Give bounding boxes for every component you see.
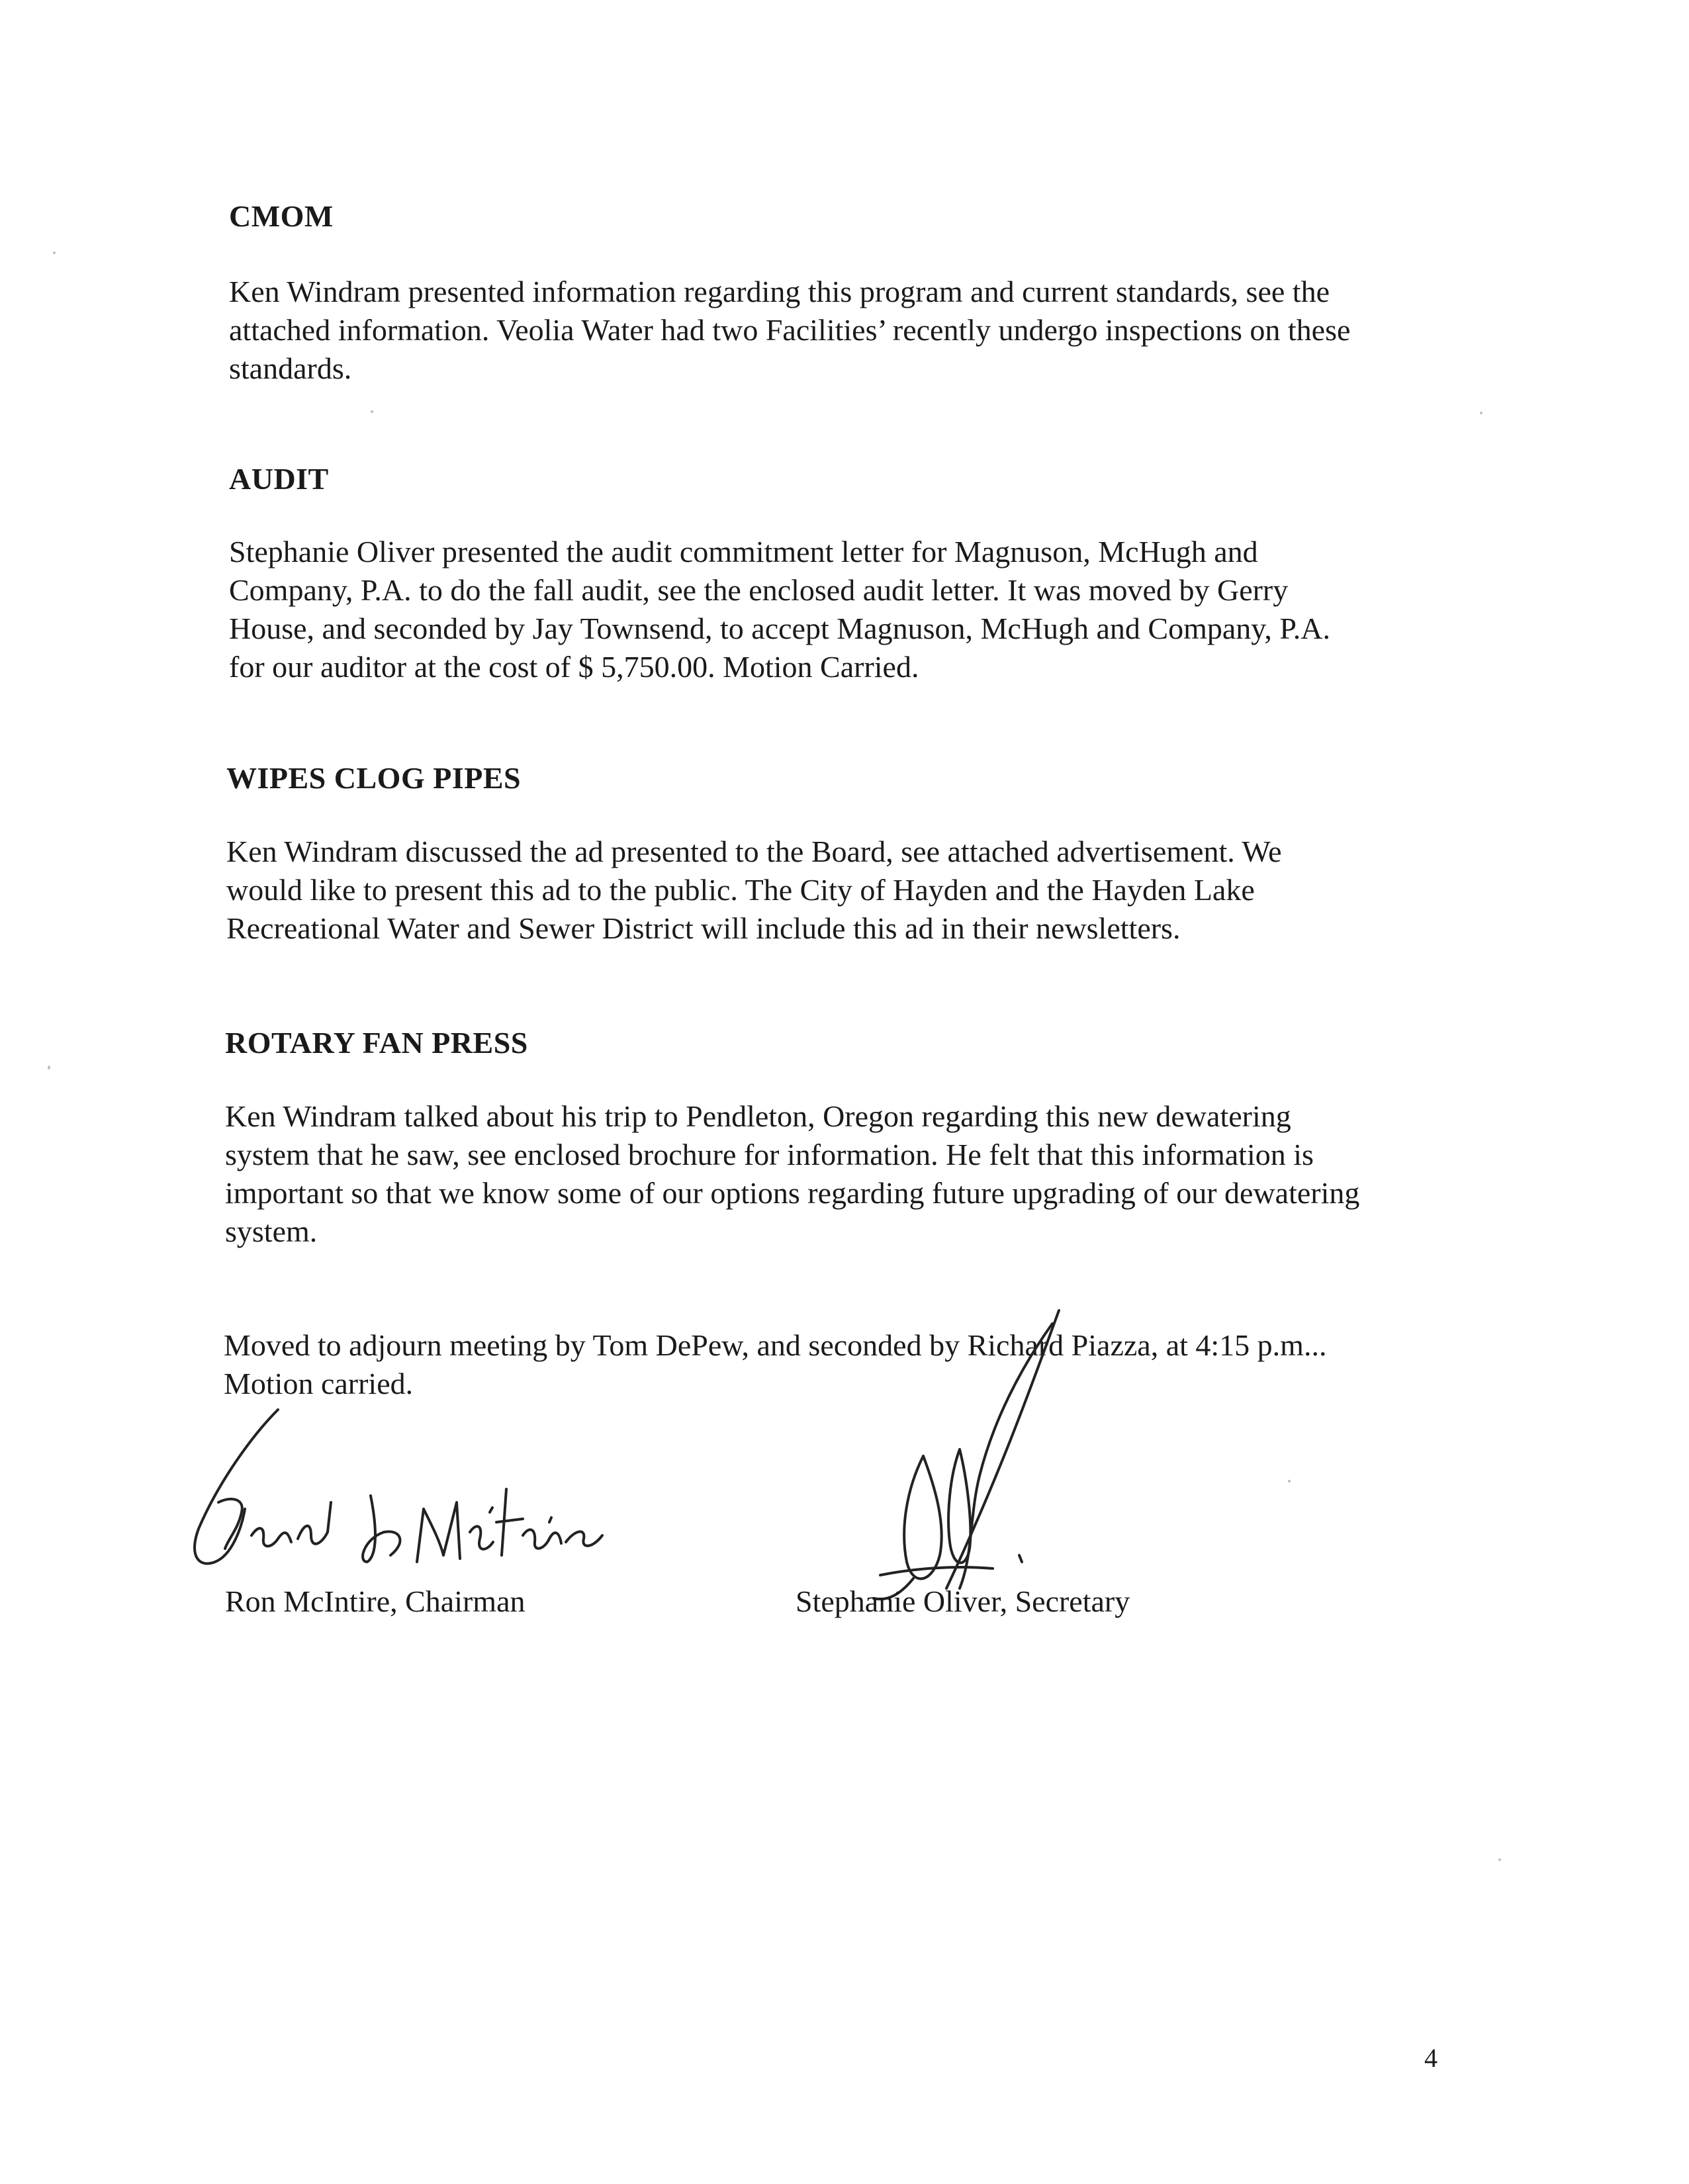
body-line: Ken Windram presented information regarding this program and current standards, see the bbox=[229, 275, 1330, 308]
scan-speck bbox=[1288, 1480, 1291, 1482]
section-body-rotary-fan-press bbox=[225, 1097, 1483, 1251]
secretary-caption: Stephanie Oliver, Secretary bbox=[796, 1584, 1130, 1618]
scan-speck bbox=[1480, 412, 1483, 414]
body-line: system that he saw, see enclosed brochure for information. He felt that this information is bbox=[225, 1138, 1314, 1171]
body-line: for our auditor at the cost of $ 5,750.00. Motion Carried. bbox=[229, 650, 919, 684]
body-line: Moved to adjourn meeting by Tom DePew, and seconded by Richard Piazza, at 4:15 p.m... bbox=[224, 1328, 1327, 1362]
scan-speck bbox=[48, 1066, 50, 1069]
body-line: system. bbox=[225, 1214, 318, 1248]
body-line: Stephanie Oliver presented the audit commitment letter for Magnuson, McHugh and bbox=[229, 535, 1258, 569]
scan-speck bbox=[1498, 1858, 1501, 1861]
section-heading-audit: AUDIT bbox=[229, 462, 329, 496]
section-heading-rotary-fan-press: ROTARY FAN PRESS bbox=[225, 1026, 528, 1060]
scan-speck bbox=[371, 410, 373, 413]
section-body-cmom bbox=[229, 273, 1486, 388]
section-body-audit bbox=[229, 533, 1486, 686]
section-heading-wipes-clog-pipes: WIPES CLOG PIPES bbox=[226, 761, 522, 795]
chairman-caption: Ron McIntire, Chairman bbox=[225, 1584, 525, 1618]
chairman-signature bbox=[179, 1396, 616, 1595]
body-line: important so that we know some of our options regarding future upgrading of our dewatering bbox=[225, 1176, 1360, 1210]
body-line: attached information. Veolia Water had two Facilities’ recently undergo inspections on these bbox=[229, 313, 1351, 347]
body-line: standards. bbox=[229, 351, 352, 385]
body-line: Recreational Water and Sewer District will include this ad in their newsletters. bbox=[226, 911, 1181, 945]
body-line: Motion carried. bbox=[224, 1367, 414, 1400]
section-body-wipes-clog-pipes bbox=[226, 833, 1484, 948]
section-heading-cmom: CMOM bbox=[229, 199, 334, 233]
secretary-signature bbox=[781, 1304, 1085, 1615]
body-line: Company, P.A. to do the fall audit, see the enclosed audit letter. It was moved by Gerry bbox=[229, 573, 1289, 607]
scan-speck bbox=[53, 251, 56, 254]
page-number: 4 bbox=[1424, 2043, 1438, 2073]
body-line: Ken Windram discussed the ad presented to the Board, see attached advertisement. We bbox=[226, 835, 1282, 868]
body-line: House, and seconded by Jay Townsend, to accept Magnuson, McHugh and Company, P.A. bbox=[229, 612, 1331, 645]
body-line: would like to present this ad to the public. The City of Hayden and the Hayden Lake bbox=[226, 873, 1255, 907]
body-line: Ken Windram talked about his trip to Pendleton, Oregon regarding this new dewatering bbox=[225, 1099, 1291, 1133]
